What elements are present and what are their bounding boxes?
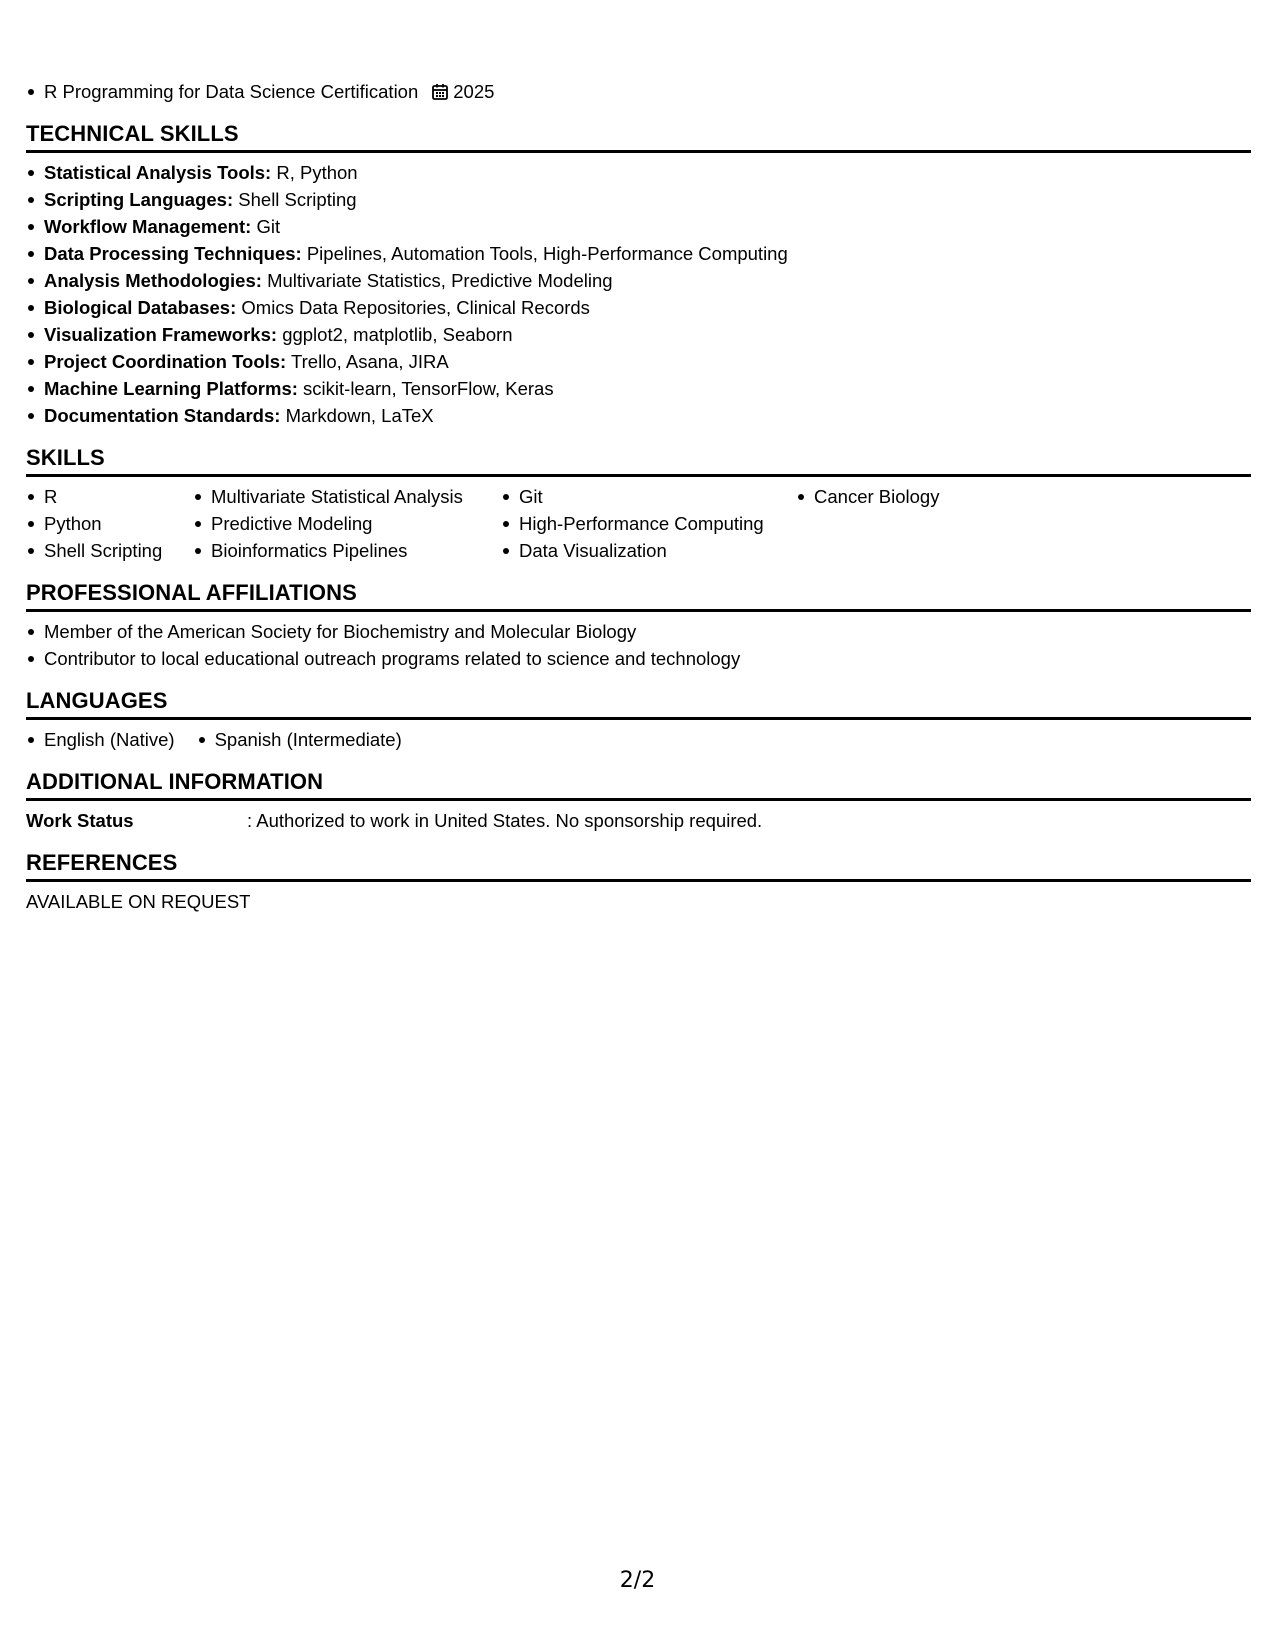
language-item: English (Native) <box>26 726 175 753</box>
references-section <box>26 850 1251 915</box>
skill-item: Predictive Modeling <box>193 510 481 537</box>
languages-list <box>26 726 1251 753</box>
work-status-value: : Authorized to work in United States. No sponsorship required. <box>247 810 763 831</box>
skill-category-value: Multivariate Statistics, Predictive Modeling <box>267 270 613 291</box>
skill-item: Multivariate Statistical Analysis <box>193 483 481 510</box>
languages-section <box>26 688 1251 753</box>
skill-category-label: Scripting Languages: <box>44 189 234 210</box>
language-item: Spanish (Intermediate) <box>197 726 402 753</box>
skill-category-label: Documentation Standards: <box>44 405 281 426</box>
skill-category-value: ggplot2, matplotlib, Seaborn <box>282 324 513 345</box>
skill-category-value: Omics Data Repositories, Clinical Records <box>241 297 590 318</box>
skill-category-label: Analysis Methodologies: <box>44 270 262 291</box>
additional-info-heading: ADDITIONAL INFORMATION <box>26 769 1251 801</box>
technical-skills-heading: TECHNICAL SKILLS <box>26 121 1251 153</box>
page-number: 2/2 <box>619 1568 656 1593</box>
certification-item <box>26 78 1251 105</box>
technical-skill-item <box>26 294 1251 321</box>
skill-category-value: R, Python <box>276 162 358 183</box>
additional-info-section <box>26 769 1251 834</box>
skills-column <box>501 483 776 564</box>
technical-skill-item <box>26 159 1251 186</box>
skill-category-label: Data Processing Techniques: <box>44 243 302 264</box>
skill-category-label: Machine Learning Platforms: <box>44 378 298 399</box>
resume-page <box>26 78 1251 915</box>
certification-date <box>431 78 494 105</box>
skill-category-label: Statistical Analysis Tools: <box>44 162 272 183</box>
skill-item: Shell Scripting <box>26 537 173 564</box>
skill-category-value: Trello, Asana, JIRA <box>291 351 449 372</box>
work-status-label: Work Status <box>26 810 134 831</box>
skills-column <box>26 483 173 564</box>
technical-skills-section <box>26 121 1251 429</box>
skills-column <box>796 483 939 564</box>
skill-category-value: Pipelines, Automation Tools, High-Performance Computing <box>306 243 788 264</box>
skills-section <box>26 445 1251 564</box>
technical-skill-item <box>26 213 1251 240</box>
skill-category-value: Git <box>256 216 281 237</box>
technical-skill-item <box>26 321 1251 348</box>
work-status-row <box>26 807 1251 834</box>
calendar-icon <box>431 83 449 101</box>
affiliation-item: Contributor to local educational outreach programs related to science and technology <box>26 645 1251 672</box>
skill-item: High-Performance Computing <box>501 510 776 537</box>
skill-category-label: Visualization Frameworks: <box>44 324 278 345</box>
technical-skill-item <box>26 186 1251 213</box>
affiliations-section <box>26 580 1251 672</box>
skill-item: Data Visualization <box>501 537 776 564</box>
technical-skill-item <box>26 375 1251 402</box>
certification-year: 2025 <box>453 81 495 102</box>
skill-item: Git <box>501 483 776 510</box>
references-text: AVAILABLE ON REQUEST <box>26 891 251 912</box>
skill-category-label: Biological Databases: <box>44 297 237 318</box>
technical-skill-item <box>26 402 1251 429</box>
skill-category-label: Workflow Management: <box>44 216 252 237</box>
languages-heading: LANGUAGES <box>26 688 1251 720</box>
affiliations-list <box>26 618 1251 672</box>
technical-skill-item <box>26 348 1251 375</box>
technical-skills-list <box>26 159 1251 429</box>
skill-category-label: Project Coordination Tools: <box>44 351 287 372</box>
skill-item: R <box>26 483 173 510</box>
certification-name: R Programming for Data Science Certification <box>44 81 419 102</box>
skills-column <box>193 483 481 564</box>
skill-item: Cancer Biology <box>796 483 939 510</box>
references-heading: REFERENCES <box>26 850 1251 882</box>
technical-skill-item <box>26 240 1251 267</box>
affiliations-heading: PROFESSIONAL AFFILIATIONS <box>26 580 1251 612</box>
skill-category-value: Shell Scripting <box>238 189 357 210</box>
technical-skill-item <box>26 267 1251 294</box>
skill-item: Bioinformatics Pipelines <box>193 537 481 564</box>
skills-heading: SKILLS <box>26 445 1251 477</box>
affiliation-item: Member of the American Society for Biochemistry and Molecular Biology <box>26 618 1251 645</box>
skill-category-value: Markdown, LaTeX <box>285 405 434 426</box>
skill-item: Python <box>26 510 173 537</box>
skill-category-value: scikit-learn, TensorFlow, Keras <box>303 378 554 399</box>
certification-list <box>26 78 1251 105</box>
skills-grid <box>26 483 1251 564</box>
